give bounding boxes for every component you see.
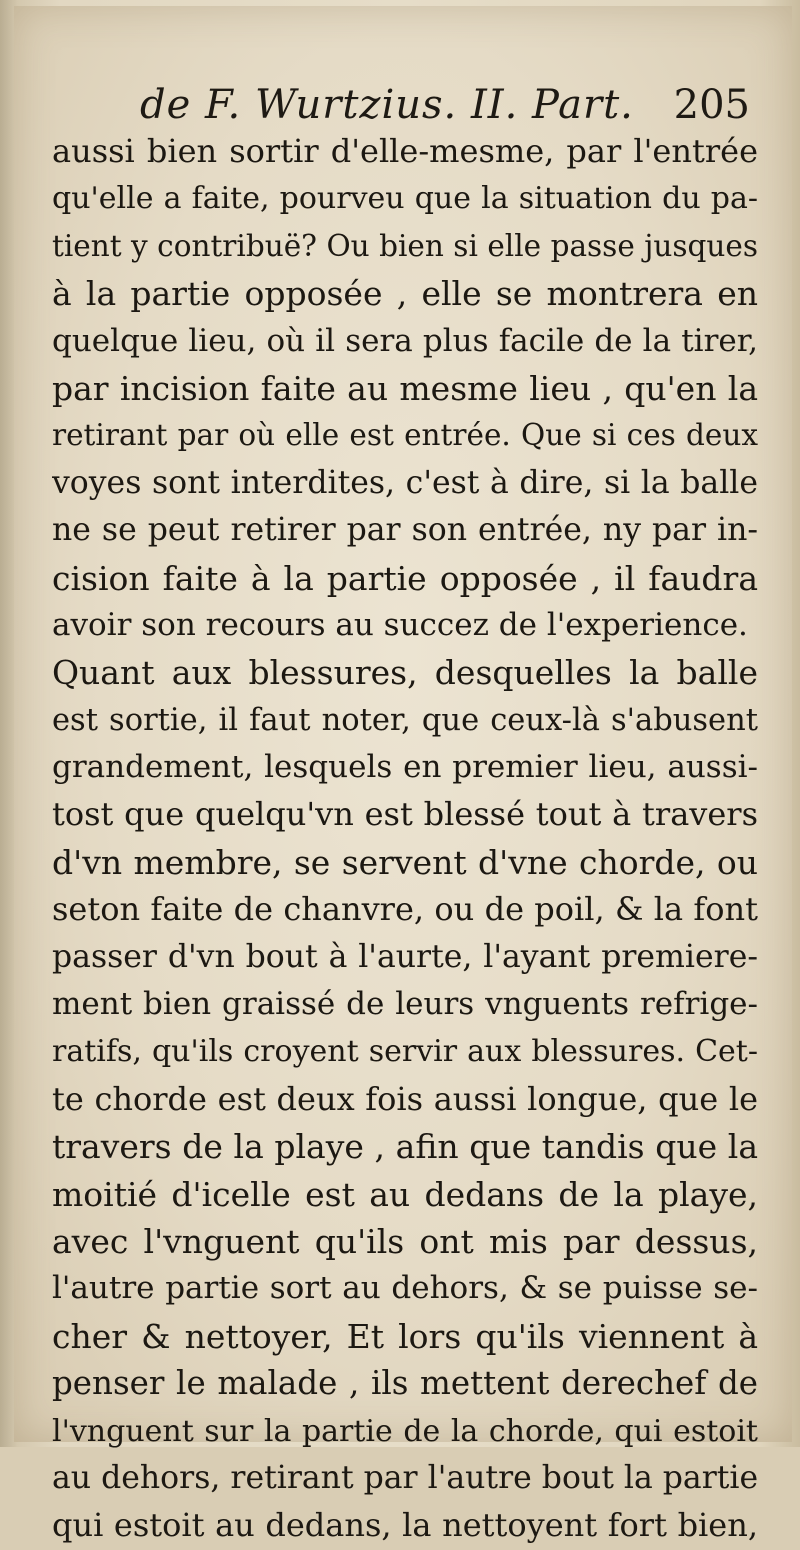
text-line: avec l'vnguent qu'ils ont mis par dessus, [52,1221,758,1261]
body-text [52,128,758,1550]
text-line: qu'elle a faite, pourveu que la situation du pa- [52,181,758,217]
text-line: grandement, lesquels en premier lieu, aussi- [52,749,758,786]
text-line: passer d'vn bout à l'aurte, l'ayant premiere- [52,938,758,975]
text-line: aussi bien sortir d'elle-mesme, par l'entrée [52,132,758,170]
text-line: par incision faite au mesme lieu , qu'en la [52,368,758,408]
text-line: ne se peut retirer par son entrée, ny par in- [52,512,758,549]
text-line: te chorde est deux fois aussi longue, que le [52,1079,758,1118]
text-line: avoir son recours au succez de l'experience. [52,606,748,643]
text-line: voyes sont interdites, c'est à dire, si la balle [52,464,758,501]
text-line: l'vnguent sur la partie de la chorde, qui estoit [52,1413,758,1449]
text-line: penser le malade , ils mettent derechef de [52,1364,758,1403]
text-line: est sortie, il faut noter, que ceux-là s'abusent [52,702,758,738]
text-line: retirant par où elle est entrée. Que si ces deux [52,418,758,453]
text-line: moitié d'icelle est au dedans de la playe, [52,1174,758,1214]
text-line: cher & nettoyer, Et lors qu'ils viennent à [52,1316,758,1356]
page-number: 205 [673,82,750,128]
text-line: cision faite à la partie opposée , il faudra [52,558,758,598]
text-line: seton faite de chanvre, ou de poil, & la font [52,890,758,929]
page-header [140,82,750,134]
running-title: de F. Wurtzius. II. Part. [140,82,634,128]
text-line: ratifs, qu'ils croyent servir aux blessures. Cet- [52,1034,758,1070]
text-line: tient y contribuë? Ou bien si elle passe jusques [52,228,758,263]
text-line: d'vn membre, se servent d'vne chorde, ou [52,842,758,882]
paragraph-start-line: Quant aux blessures, desquelles la balle [52,653,758,693]
text-line: quelque lieu, où il sera plus facile de la tirer, [52,322,758,359]
text-line: à la partie opposée , elle se montrera en [52,274,758,314]
text-line: l'autre partie sort au dehors, & se puisse se- [52,1270,758,1307]
text-line: ment bien graissé de leurs vnguents refrige- [52,986,758,1023]
text-line: travers de la playe , afin que tandis que la [52,1127,758,1167]
text-line: au dehors, retirant par l'autre bout la partie [52,1459,758,1496]
text-line: tost que quelqu'vn est blessé tout à travers [52,795,758,834]
text-line: qui estoit au dedans, la nettoyent fort bien, [52,1506,758,1545]
